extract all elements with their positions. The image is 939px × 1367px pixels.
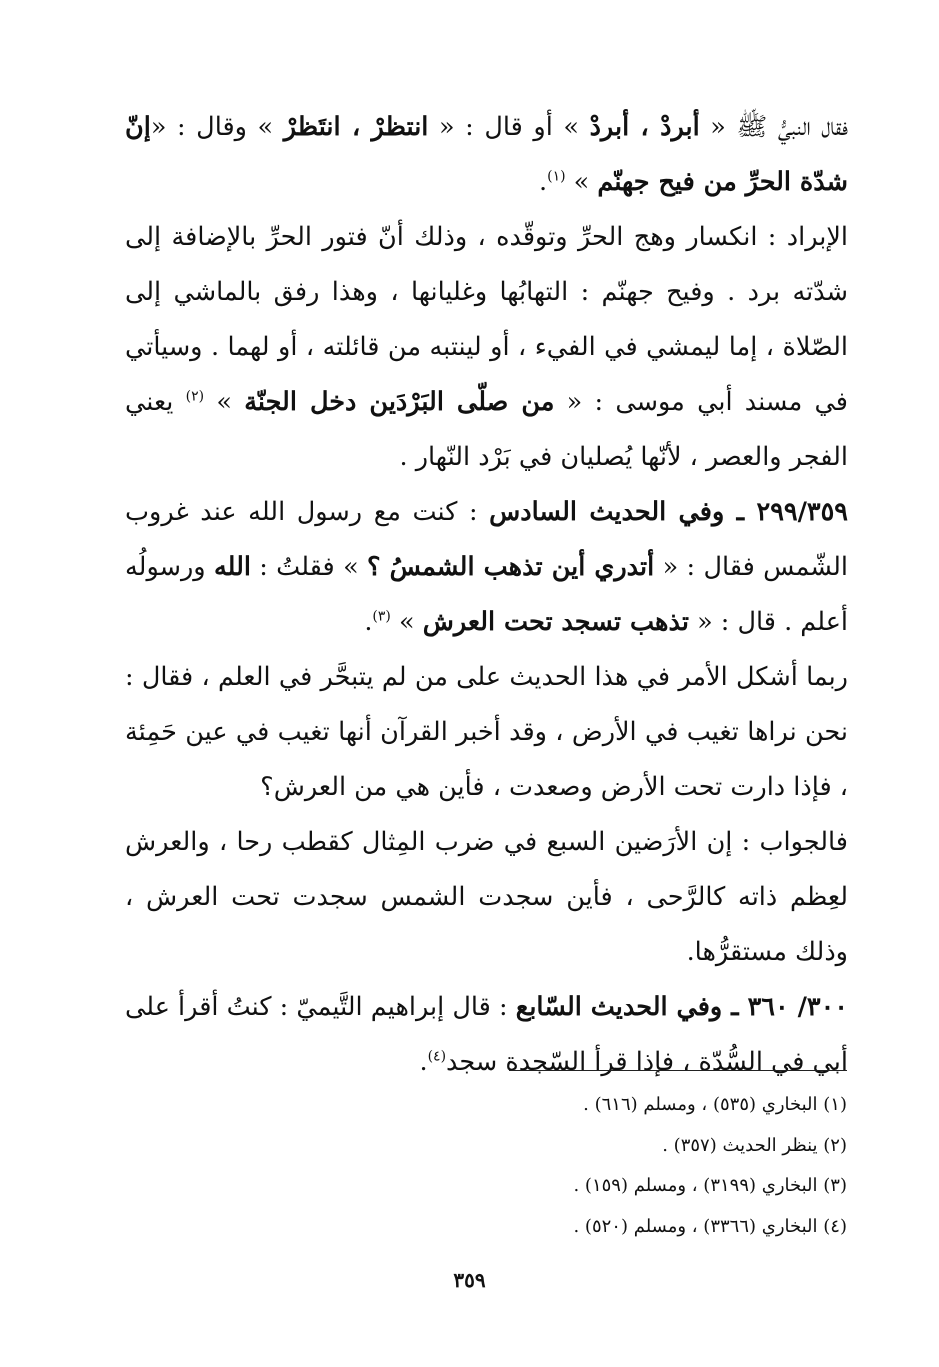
footnotes xyxy=(87,1085,847,1247)
hadith-text: إنّ شدّة الحرِّ من فيح جهنّم xyxy=(125,112,848,197)
body-text: فالجواب : إن الأرَضين السبع في ضرب المِثال كقطب رحا ، والعرش لعِظم ذاته كالرَّحى ، فأين سجدت الشمس سجدت تحت العرش ، وذلك مستقرُّها. xyxy=(125,827,848,967)
footnote-marker: (٣) xyxy=(372,608,391,625)
body-text: . xyxy=(364,607,373,637)
body-text: ربما أشكل الأمر في هذا الحديث على من لم يتبحَّر في العلم ، فقال : نحن نراها تغيب في الأرض ، وقد أخبر القرآن أنها تغيب في عين حَمِئة ، فإذا دارت تحت الأرض وصعدت ، فأين هي من العرش؟ xyxy=(125,662,848,802)
body-text: » xyxy=(204,387,245,417)
hadith-text: أبردْ ، أبردْ xyxy=(589,112,700,142)
hadith-text: انتظرْ ، انتَظرْ xyxy=(283,112,429,142)
body-text: » فقلتُ : xyxy=(250,552,368,582)
footnote-marker: (١) xyxy=(547,168,566,185)
footnote-marker: (٤) xyxy=(427,1048,447,1065)
hadith-text: أتدري أين تذهب الشمسُ ؟ xyxy=(367,552,655,582)
body-text: . xyxy=(538,167,548,197)
footnote-2: (٢) ينظر الحديث (٣٥٧) . xyxy=(662,1134,847,1156)
main-text xyxy=(125,100,848,1090)
body-text: » xyxy=(565,167,598,197)
footnote-1: (١) البخاري (٥٣٥) ، ومسلم (٦١٦) . xyxy=(583,1094,847,1115)
hadith-text: ٢٩٩/٣٥٩ ـ وفي الحديث السادس xyxy=(489,497,848,527)
page-number: ٣٥٩ xyxy=(453,1268,486,1292)
footnote-3: (٣) البخاري (٣١٩٩) ، ومسلم (١٥٩) . xyxy=(573,1175,847,1196)
body-text: » وقال : « xyxy=(150,112,284,142)
paragraph xyxy=(125,485,848,650)
body-text: يعني الفجر والعصر ، لأنّها يُصليان في بَرْد النّهار . xyxy=(125,387,848,472)
paragraph xyxy=(125,650,848,815)
paragraph xyxy=(125,100,848,210)
body-text: : قال إبراهيم التَّيميّ : كنتُ أقرأ على أبي في السُّدّة ، فإذا قرأ السّجدة سجد xyxy=(125,992,848,1077)
body-text: » أو قال : « xyxy=(428,112,590,142)
body-text: فقال النبيُّ ﷺ « xyxy=(699,112,849,142)
hadith-text: من صلّى البَرْدَين دخل الجنّة xyxy=(244,387,555,417)
footnote-marker: (٢) xyxy=(185,388,205,405)
body-text: » xyxy=(390,607,423,637)
body-text: : كنت مع رسول الله عند غروب الشّمس فقال : « xyxy=(125,497,849,582)
paragraph xyxy=(125,210,848,485)
footnote-4: (٤) البخاري (٣٣٦٦) ، ومسلم (٥٢٠) . xyxy=(573,1215,847,1237)
hadith-text: ٣٠٠/ ٣٦٠ ـ وفي الحديث السّابع xyxy=(515,992,848,1022)
paragraph xyxy=(125,815,848,980)
hadith-text: تذهب تسجد تحت العرش xyxy=(422,607,689,637)
body-text: ورسولُه أعلم . قال : « xyxy=(125,552,848,637)
body-text: . xyxy=(419,1047,428,1077)
hadith-text: الله xyxy=(213,552,251,582)
paragraph xyxy=(125,980,848,1090)
footnote-divider xyxy=(509,1070,847,1071)
body-text: الإبراد : انكسار وهج الحرِّ وتوقّده ، وذلك أنّ فتور الحرِّ بالإضافة إلى شدّته برد . وفيح جهنّم : التهابُها وغليانها ، وهذا رفق بالماشي إلى الصّلاة ، إما ليمشي في الفيء ، أو لينتبه من قائلته ، أو لهما . وسيأتي في مسند أبي موسى : « xyxy=(125,222,848,417)
